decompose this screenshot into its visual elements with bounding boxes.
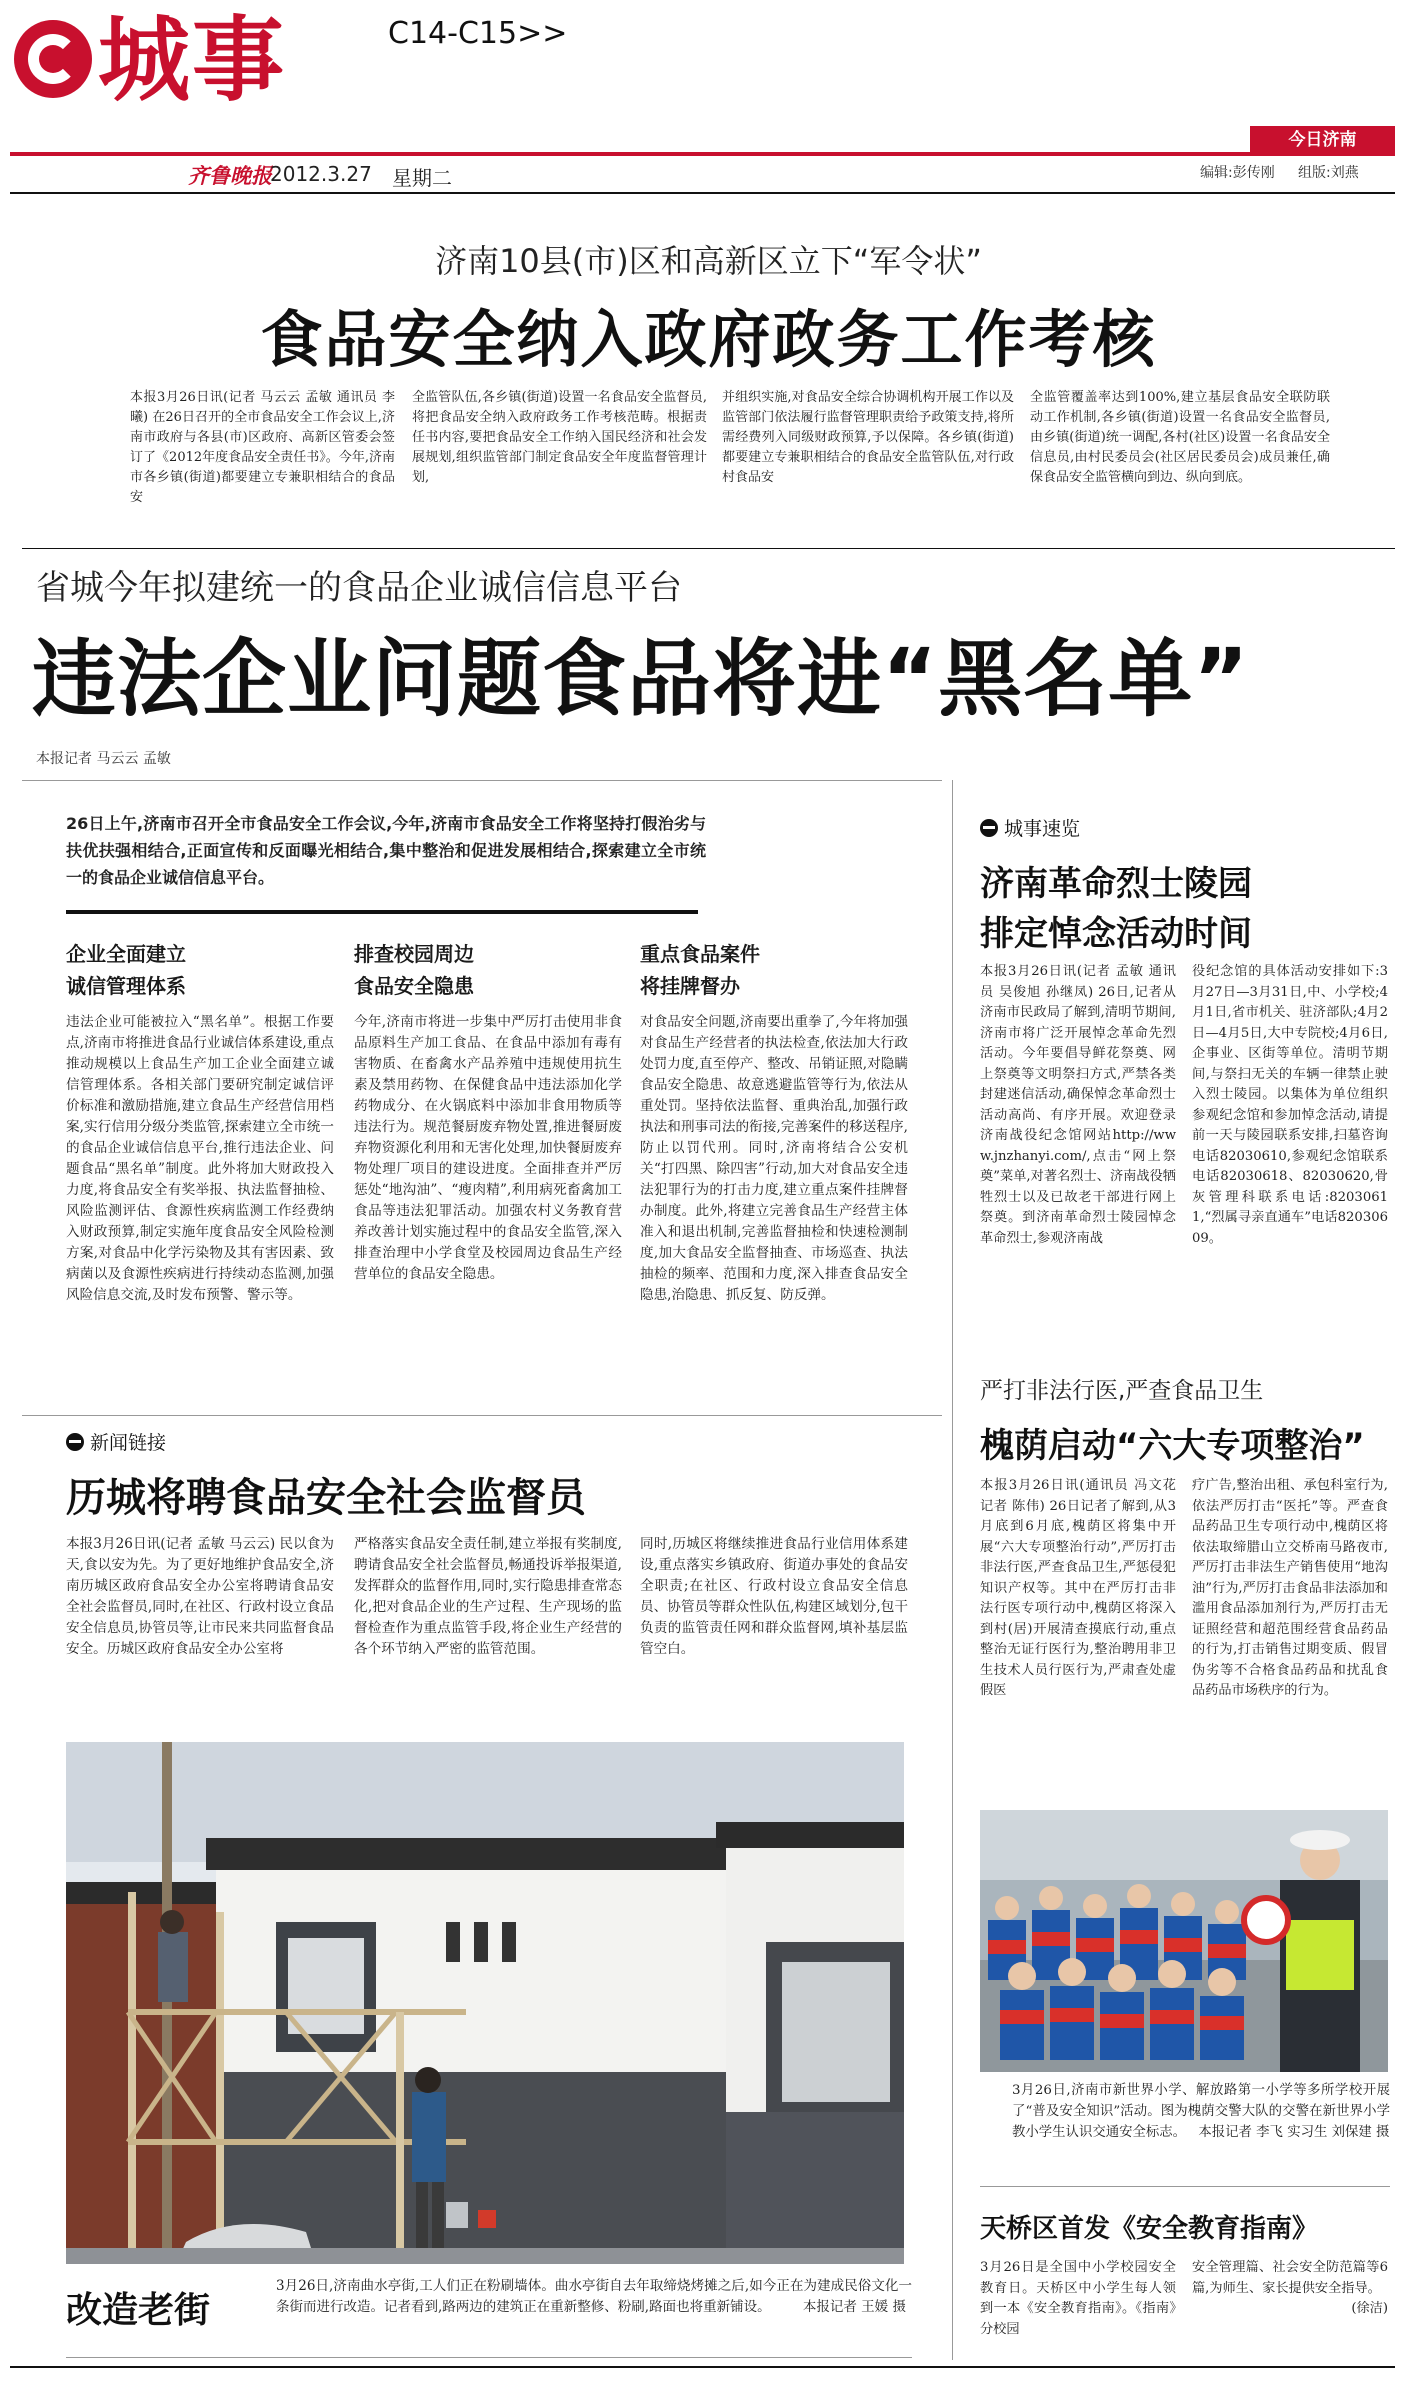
brief-kicker-2: 严打非法行医,严查食品卫生 (980, 1378, 1264, 1404)
story2-lead-rule (66, 910, 698, 914)
story2-col1-text: 违法企业可能被拉入“黑名单”。根据工作要点,济南市将推进食品行业诚信体系建设,重点推动规模以上食品生产加工企业全面建立诚信管理体系。各相关部门要研究制定诚信评价标准和激励措施,建立食品生产经营信用档案,实行信用分级分类监管,探索建立全市统一的食品企业诚信信息平台,推行违法企业、问题食品“黑名单”制度。此外将加大财政投入力度,将食品安全有奖举报、执法监督抽检、风险监测评估、食源性疾病监测工作经费纳入财政预算,制定实施年度食品安全风险检测方案,对食品中化学污染物及其有害因素、致病菌以及食源性疾病进行持续动态监测,加强风险信息交流,及时发布预警、警示等。 (66, 1014, 334, 1303)
brief-a-col-2: 役纪念馆的具体活动安排如下:3月27日—3月31日,中、小学校;4月1日,省市机关、驻济部队;4月2日—4月5日,大中专院校;4月6日,企事业、区街等单位。清明节期间,与祭扫无关的车辆一律禁止驶入烈士陵园。以集体为单位组织参观纪念馆和参加悼念活动,请提前一天与陵园联系安排,扫墓咨询电话82030610,参观纪念馆联系电话82030618、82030620,骨灰管理科联系电话:82030611,“烈属寻亲直通车”电话82030609。 (1192, 964, 1388, 1246)
story2-lead: 26日上午,济南市召开全市食品安全工作会议,今年,济南市食品安全工作将坚持打假治劣与扶优扶强相结合,正面宣传和反面曝光相结合,集中整治和促进发展相结合,探索建立全市统一的食品企业诚信信息平台。 (66, 814, 706, 887)
story2-col3-text: 对食品安全问题,济南要出重拳了,今年将加强对食品生产经营者的执法检查,依法加大行政处罚力度,直至停产、整改、吊销证照,对隐瞒食品安全隐患、故意逃避监管等行为,依法从重处罚。坚持依法监督、重典治乱,加强行政执法和刑事司法的衔接,完善案件的移送程序,防止以罚代刑。同时,济南将结合公安机关“打四黑、除四害”行动,加大对食品安全违法犯罪行为的打击力度,建立重点案件挂牌督办制度。此外,将建立完善食品生产经营主体准入和退出机制,完善监督抽检和快速检测制度,加大食品安全监督抽查、市场巡查、执法抽检的频率、范围和力度,深入排查食品安全隐患,治隐患、抓反复、防反弹。 (640, 1014, 908, 1303)
section-title: 城事 (98, 7, 287, 114)
story1-col-2: 全监管队伍,各乡镇(街道)设置一名食品安全监督员,将把食品安全纳入政府政务工作考核范畴。根据责任书内容,要把食品安全工作纳入国民经济和社会发展规划,组织监管部门制定食品安全年度监督管理计划, (412, 390, 707, 485)
section-bullet-icon (66, 1433, 84, 1451)
brief-headline-1b: 排定悼念活动时间 (980, 914, 1252, 954)
brief-headline-2: 槐荫启动“六大专项整治” (980, 1426, 1365, 1466)
story2-headline: 违法企业问题食品将进“黑名单” (32, 630, 1250, 728)
brief-label-text: 城事速览 (1004, 818, 1081, 840)
story1-kicker: 济南10县(市)区和高新区立下“军令状” (435, 242, 982, 280)
story3-credit: (徐洁) (1351, 2301, 1388, 2316)
right-divider-2 (980, 2186, 1390, 2187)
old-street-photo (66, 1742, 904, 2264)
story1-col-3: 并组织实施,对食品安全综合协调机构开展工作以及监管部门依法履行监督管理职责给予政策支持,将所需经费列入同级财政预算,予以保障。各乡镇(街道)都要建立专兼职相结合的食品安全监管队伍,对行政村食品安 (722, 390, 1014, 485)
old-street-caption-box (66, 2268, 912, 2358)
old-street-credit: 本报记者 王媛 摄 (802, 2299, 906, 2315)
page-ref: C14-C15>> (388, 16, 568, 51)
traffic-safety-caption (1012, 2080, 1390, 2143)
link-col-3: 同时,历城区将继续推进食品行业信用体系建设,重点落实乡镇政府、街道办事处的食品安全职责;在社区、行政村设立食品安全信息员、协管员等群众性队伍,构建区域划分,包干负责的监管责任网和群众监督网,填补基层监管空白。 (640, 1536, 908, 1657)
story2-byline: 本报记者 马云云 孟敏 (36, 751, 171, 767)
old-street-caption-text: 3月26日,济南曲水亭街,工人们正在粉刷墙体。曲水亭街自去年取缔烧烤摊之后,如今正在为建成民俗文化一条街而进行改造。记者看到,路两边的建筑正在重新整修、粉刷,路面也将重新铺设。 (276, 2278, 912, 2315)
story2-col1-subhead-1: 企业全面建立 (66, 942, 186, 966)
story3-headline: 天桥区首发《安全教育指南》 (980, 2214, 1319, 2244)
link-col-2: 严格落实食品安全责任制,建立举报有奖制度,聘请食品安全社会监督员,畅通投诉举报渠道,发挥群众的监督作用,同时,实行隐患排查常态化,把对食品企业的生产过程、生产现场的监督检查作为重点监管手段,将企业生产经营的各个环节纳入严密的监管范围。 (354, 1536, 622, 1657)
story2-col2-subhead-2: 食品安全隐患 (354, 974, 474, 998)
right-column-border (952, 780, 953, 2360)
story2-divider (22, 780, 942, 781)
story2-kicker: 省城今年拟建统一的食品企业诚信信息平台 (36, 568, 682, 608)
story2-col3-subhead-2: 将挂牌督办 (640, 974, 740, 998)
layout-credit: 组版:刘燕 (1298, 165, 1359, 181)
masthead-red-rule (10, 152, 1395, 156)
brief-b-col-2: 疗广告,整治出租、承包科室行为,依法严厉打击“医托”等。严查食品药品卫生专项行动中,槐荫区将依法取缔腊山立交桥南马路夜市,严厉打击非法生产销售使用“地沟油”行为,严厉打击食品非法添加和滥用食品添加剂行为,严厉打击无证照经营和超范围经营食品药品的行为,打击销售过期变质、假冒伪劣等不合格食品药品和扰乱食品药品市场秩序的行为。 (1192, 1478, 1388, 1698)
traffic-safety-photo (980, 1810, 1388, 2072)
brief-a-col-1: 本报3月26日讯(记者 孟敏 通讯员 吴俊旭 孙继凤) 26日,记者从济南市民政局了解到,清明节期间,济南市将广泛开展悼念革命先烈活动。今年要倡导鲜花祭奠、网上祭奠等文明祭扫方式,严禁各类封建迷信活动,确保悼念革命烈士活动高尚、有序开展。欢迎登录济南战役纪念馆网站http://www.jnzhanyi.com/,点击“网上祭奠”菜单,对著名烈士、济南战役牺牲烈士以及已故老干部进行网上祭奠。到济南革命烈士陵园悼念革命烈士,参观济南战 (980, 964, 1176, 1246)
story2-col2-subhead-1: 排查校园周边 (354, 942, 474, 966)
story1-col-4: 全监管覆盖率达到100%,建立基层食品安全联防联动工作机制,各乡镇(街道)设置一名食品安全监督员,由乡镇(街道)统一调配,各村(社区)设置一名食品安全信息员,由村民委员会(社区居民委员会)成员兼任,确保食品安全监管横向到边、纵向到底。 (1030, 390, 1330, 485)
story2-col1-subhead-2: 诚信管理体系 (66, 974, 186, 998)
page-bottom-rule (10, 2366, 1395, 2368)
masthead-bottom-rule (10, 192, 1395, 194)
story3-col-1: 3月26日是全国中小学校园安全教育日。天桥区中小学生每人领到一本《安全教育指南》。《指南》分校园 (980, 2260, 1176, 2337)
issue-weekday: 星期二 (392, 166, 452, 190)
section-logo-circle (14, 20, 92, 98)
story3-col-2-text: 安全管理篇、社会安全防范篇等6篇,为师生、家长提供安全指导。 (1192, 2260, 1388, 2296)
old-street-title: 改造老街 (66, 2290, 211, 2331)
today-jinan-tag: 今日济南 (1250, 126, 1395, 155)
old-street-photo-svg (66, 1742, 904, 2264)
editor-credit: 编辑:彭传刚 (1200, 165, 1275, 181)
issue-date: 2012.3.27 (270, 162, 372, 186)
story3-col-2 (1192, 2258, 1388, 2320)
story2-col3-subhead-1: 重点食品案件 (640, 942, 760, 966)
brief-section-label (980, 814, 1080, 841)
traffic-safety-credit: 本报记者 李飞 实习生 刘保建 摄 (1198, 2125, 1390, 2140)
link-label-text: 新闻链接 (90, 1432, 167, 1454)
brief-b-col-1: 本报3月26日讯(通讯员 冯文花 记者 陈伟) 26日记者了解到,从3月底到6月底,槐荫区将集中开展“六大专项整治行动”,严厉打击非法行医,严查食品卫生,严惩侵犯知识产权等。其中在严厉打击非法行医专项行动中,槐荫区将深入到村(居)开展清查摸底行动,重点整治无证行医行为,整治聘用非卫生技术人员行医行为,严肃查处虚假医 (980, 1478, 1176, 1698)
link-divider (22, 1415, 942, 1416)
traffic-safety-caption-text: 3月26日,济南市新世界小学、解放路第一小学等多所学校开展了“普及安全知识”活动。图为槐荫交警大队的交警在新世界小学教小学生认识交通安全标志。 (1012, 2083, 1390, 2140)
link-col-1: 本报3月26日讯(记者 孟敏 马云云) 民以食为天,食以安为先。为了更好地维护食品安全,济南历城区政府食品安全办公室将聘请食品安全社会监督员,同时,在社区、行政村设立食品安全信息员,协管员等,让市民来共同监督食品安全。历城区政府食品安全办公室将 (66, 1536, 334, 1657)
story1-headline: 食品安全纳入政府政务工作考核 (260, 303, 1157, 376)
story2-col2-text: 今年,济南市将进一步集中严厉打击使用非食品原料生产加工食品、在食品中添加有毒有害物质、在畜禽水产品养殖中违规使用抗生素及禁用药物、在保健食品中违法添加化学药物成分、在火锅底料中添加非食用物质等违法行为。规范餐厨废弃物处置,推进餐厨废弃物资源化利用和无害化处理,加快餐厨废弃物处理厂项目的建设进度。全面排查并严厉惩处“地沟油”、“瘦肉精”,利用病死畜禽加工食品等违法犯罪活动。加强农村义务教育营养改善计划实施过程中的食品安全监管,深入排查治理中小学食堂及校园周边食品生产经营单位的食品安全隐患。 (354, 1014, 622, 1282)
section-bullet-icon (980, 819, 998, 837)
traffic-safety-photo-svg (980, 1810, 1388, 2072)
story1-divider (22, 548, 1395, 549)
brief-headline-1a: 济南革命烈士陵园 (980, 864, 1252, 904)
link-section-label (66, 1428, 166, 1455)
story1-col-1: 本报3月26日讯(记者 马云云 孟敏 通讯员 李曦) 在26日召开的全市食品安全工作会议上,济南市政府与各县(市)区政府、高新区管委会签订了《2012年度食品安全责任书》。今年,济南市各乡镇(街道)都要建立专兼职相结合的食品安 (130, 390, 395, 505)
link-headline: 历城将聘食品安全社会监督员 (66, 1475, 586, 1521)
paper-name: 齐鲁晚报 (188, 163, 272, 188)
logo-c-icon (28, 34, 78, 84)
